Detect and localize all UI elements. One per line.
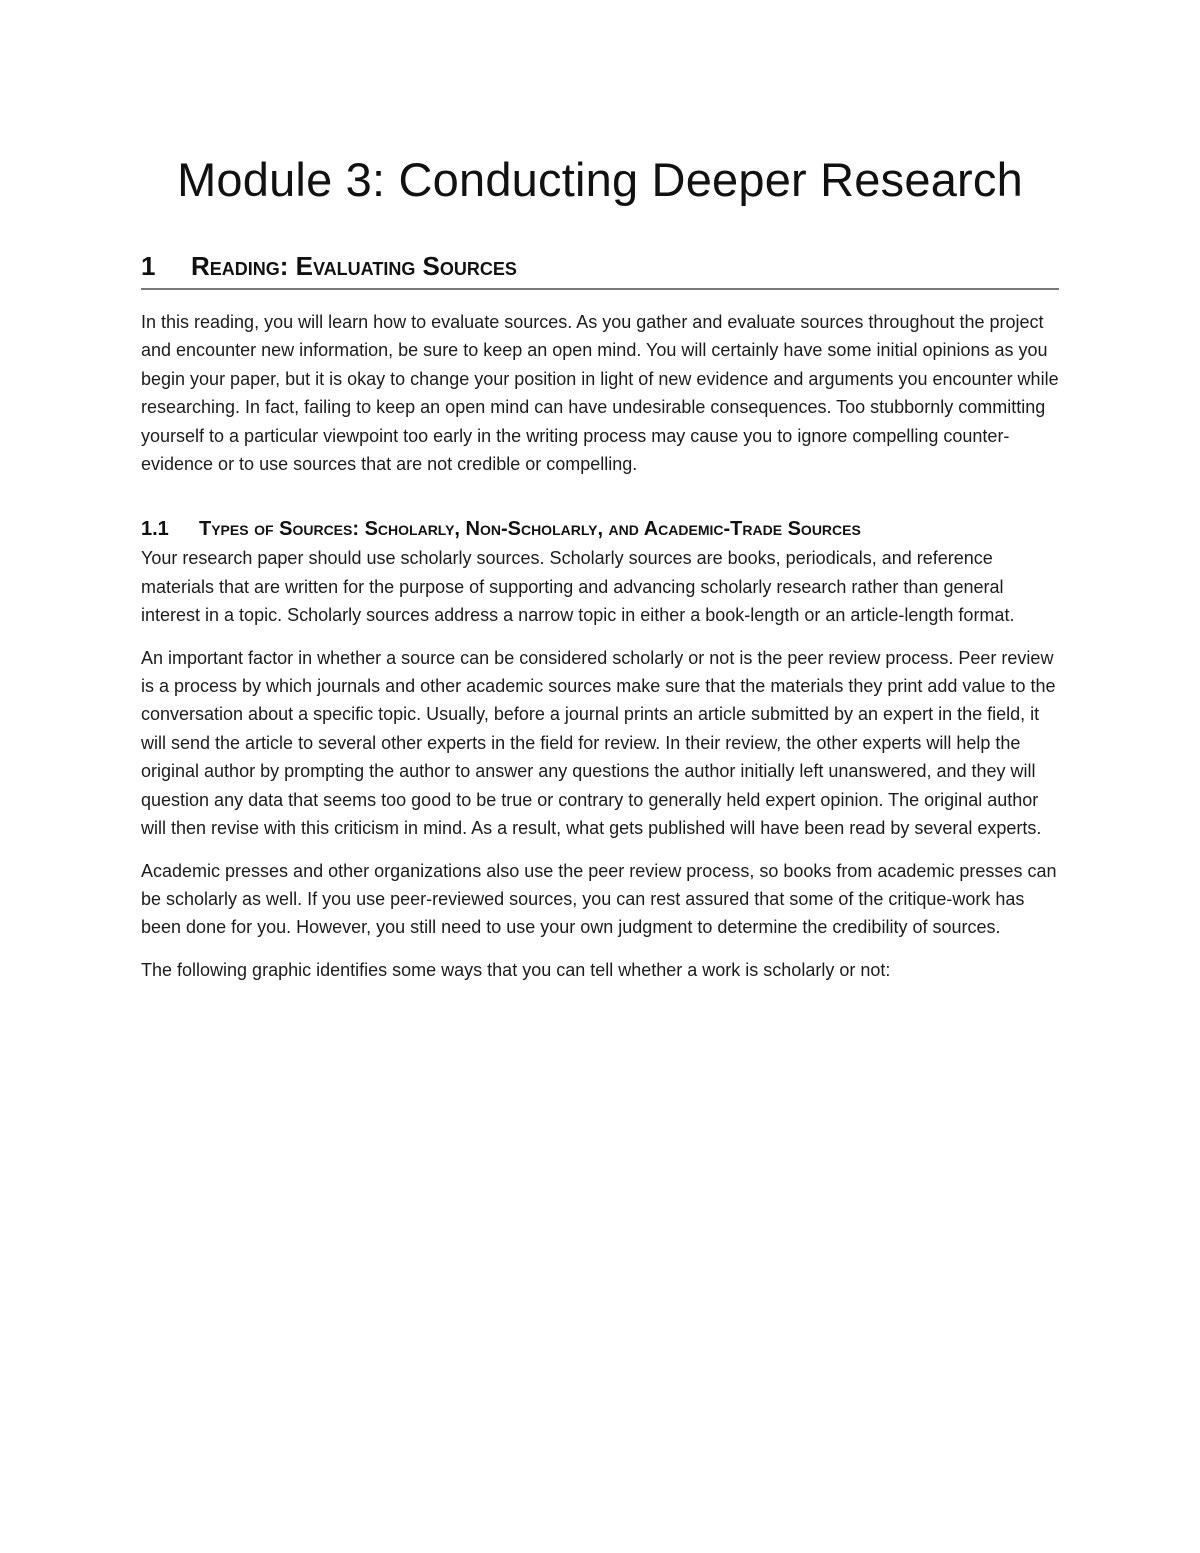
body-paragraph: Academic presses and other organizations also use the peer review process, so books from academic presses can be scholarly as well. If you use peer-reviewed sources, you can rest assured that some of the critique-work has been done for you. However, you still need to use your own judgment to determine the credibility of sources. [141, 860, 1057, 938]
body-paragraph: Your research paper should use scholarly sources. Scholarly sources are books, periodicals, and reference materials that are written for the purpose of supporting and advancing scholarly research rather than general interest in a topic. Scholarly sources address a narrow topic in either a book-length or an article-length format. [141, 548, 1015, 626]
document-title: Module 3: Conducting Deeper Research [177, 153, 1023, 206]
intro-paragraph: In this reading, you will learn how to evaluate sources. As you gather and evaluate sources throughout the project and encounter new information, be sure to keep an open mind. You will certainly have some initial opinions as you begin your paper, but it is okay to change your position in light of new evidence and arguments you encounter while researching. In fact, failing to keep an open mind can have undesirable consequences. Too stubbornly committing yourself to a particular viewpoint too early in the writing process may cause you to ignore compelling counter-evidence or to use sources that are not credible or compelling. [141, 312, 1059, 475]
body-paragraph: The following graphic identifies some ways that you can tell whether a work is scholarly or not: [141, 959, 891, 980]
section-number: 1 [141, 251, 156, 281]
section-heading-1 [141, 248, 1059, 290]
body-paragraph: An important factor in whether a source can be considered scholarly or not is the peer review process. Peer review is a process by which journals and other academic sources make sure that the materials they print add value to the conversation about a specific topic. Usually, before a journal prints an article submitted by an expert in the field, it will send the article to several other experts in the field for review. In their review, the other experts will help the original author by prompting the author to answer any questions the author initially left unanswered, and they will question any data that seems too good to be true or contrary to generally held expert opinion. The original author will then revise with this criticism in mind. As a result, what gets published will have been read by several experts. [141, 647, 1056, 839]
section-title: Reading: Evaluating Sources [191, 251, 517, 281]
subsection-number: 1.1 [141, 518, 169, 541]
subsection-title: Types of Sources: Scholarly, Non-Scholarly, and Academic-Trade Sources [199, 518, 861, 541]
document-page [141, 150, 1059, 984]
subsection-heading-1-1 [141, 514, 1059, 544]
